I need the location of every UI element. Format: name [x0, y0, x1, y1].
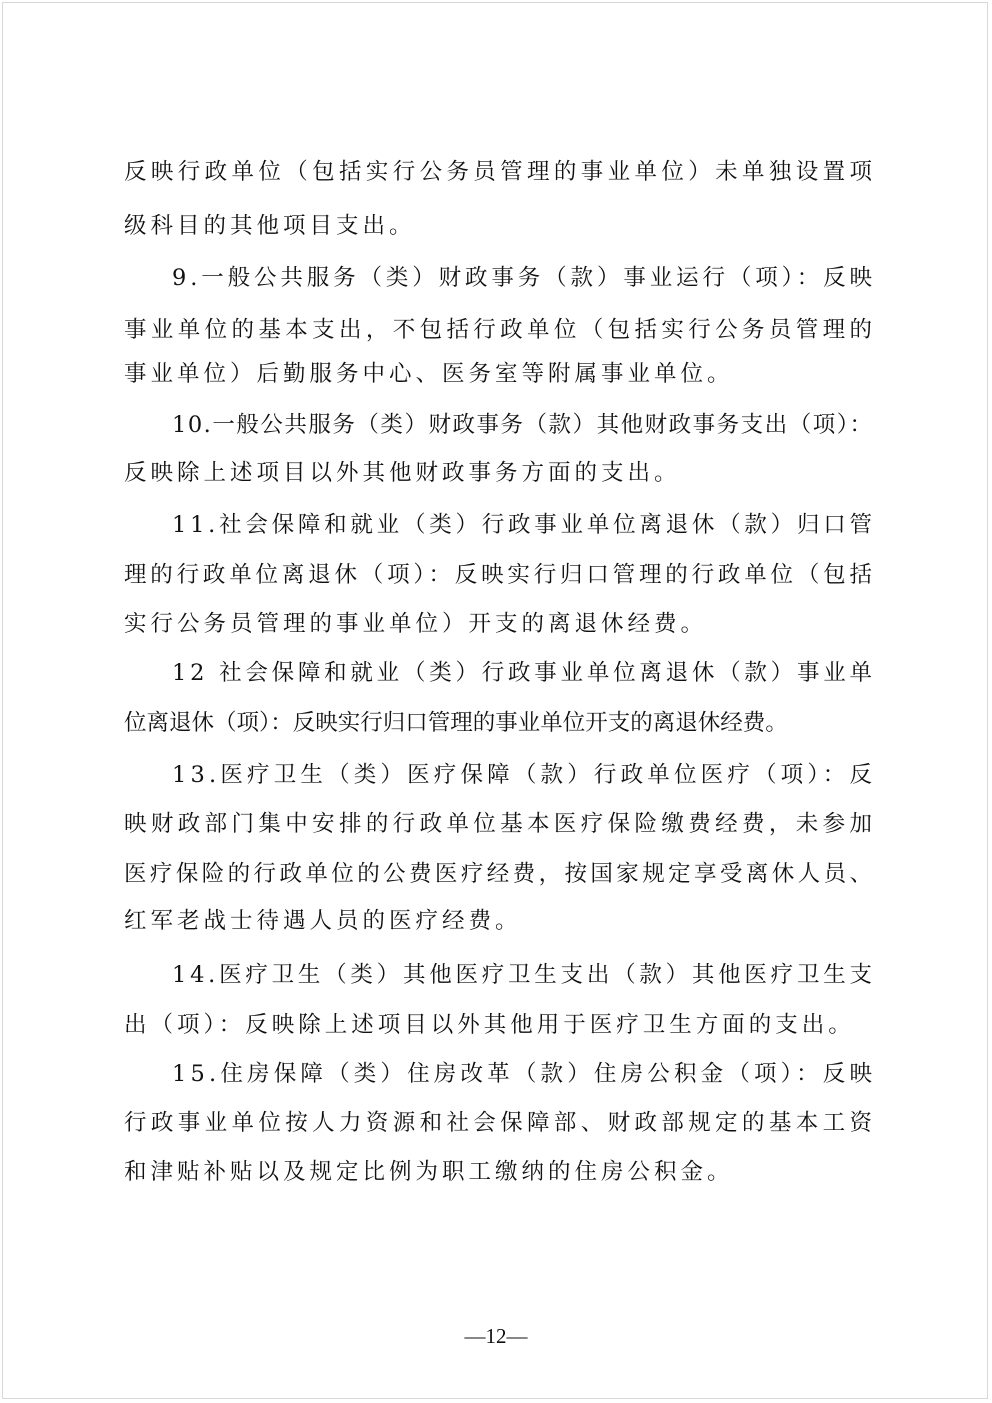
body-line: 反映除上述项目以外其他财政事务方面的支出。: [124, 460, 681, 486]
body-line: 12 社会保障和就业（类）行政事业单位离退休（款）事业单: [172, 660, 876, 686]
body-line: 实行公务员管理的事业单位）开支的离退休经费。: [124, 611, 708, 637]
body-line: 13.医疗卫生（类）医疗保障（款）行政单位医疗（项）：反: [172, 762, 877, 788]
body-line: 事业单位）后勤服务中心、医务室等附属事业单位。: [124, 361, 734, 387]
body-line: 出（项）：反映除上述项目以外其他用于医疗卫生方面的支出。: [124, 1012, 855, 1038]
body-line: 级科目的其他项目支出。: [124, 213, 416, 239]
page-number: —12—: [464, 1324, 528, 1348]
body-line: 行政事业单位按人力资源和社会保障部、财政部规定的基本工资: [124, 1110, 877, 1136]
body-line: 红军老战士待遇人员的医疗经费。: [124, 908, 522, 934]
body-line: 反映行政单位（包括实行公务员管理的事业单位）未单独设置项: [124, 159, 877, 185]
body-line: 10.一般公共服务（类）财政事务（款）其他财政事务支出（项）：: [172, 412, 874, 438]
body-line: 和津贴补贴以及规定比例为职工缴纳的住房公积金。: [124, 1159, 734, 1185]
body-line: 理的行政单位离退休（项）：反映实行归口管理的行政单位（包括: [124, 562, 876, 588]
body-line: 15.住房保障（类）住房改革（款）住房公积金（项）：反映: [172, 1061, 877, 1087]
body-line: 14.医疗卫生（类）其他医疗卫生支出（款）其他医疗卫生支: [172, 962, 876, 988]
body-line: 9.一般公共服务（类）财政事务（款）事业运行（项）：反映: [172, 265, 876, 291]
body-line: 医疗保险的行政单位的公费医疗经费，按国家规定享受离休人员、: [124, 861, 876, 887]
body-line: 位离退休（项）：反映实行归口管理的事业单位开支的离退休经费。: [124, 710, 788, 736]
body-line: 事业单位的基本支出，不包括行政单位（包括实行公务员管理的: [124, 317, 877, 343]
body-line: 映财政部门集中安排的行政单位基本医疗保险缴费经费，未参加: [124, 811, 877, 837]
body-line: 11.社会保障和就业（类）行政事业单位离退休（款）归口管: [172, 512, 876, 538]
